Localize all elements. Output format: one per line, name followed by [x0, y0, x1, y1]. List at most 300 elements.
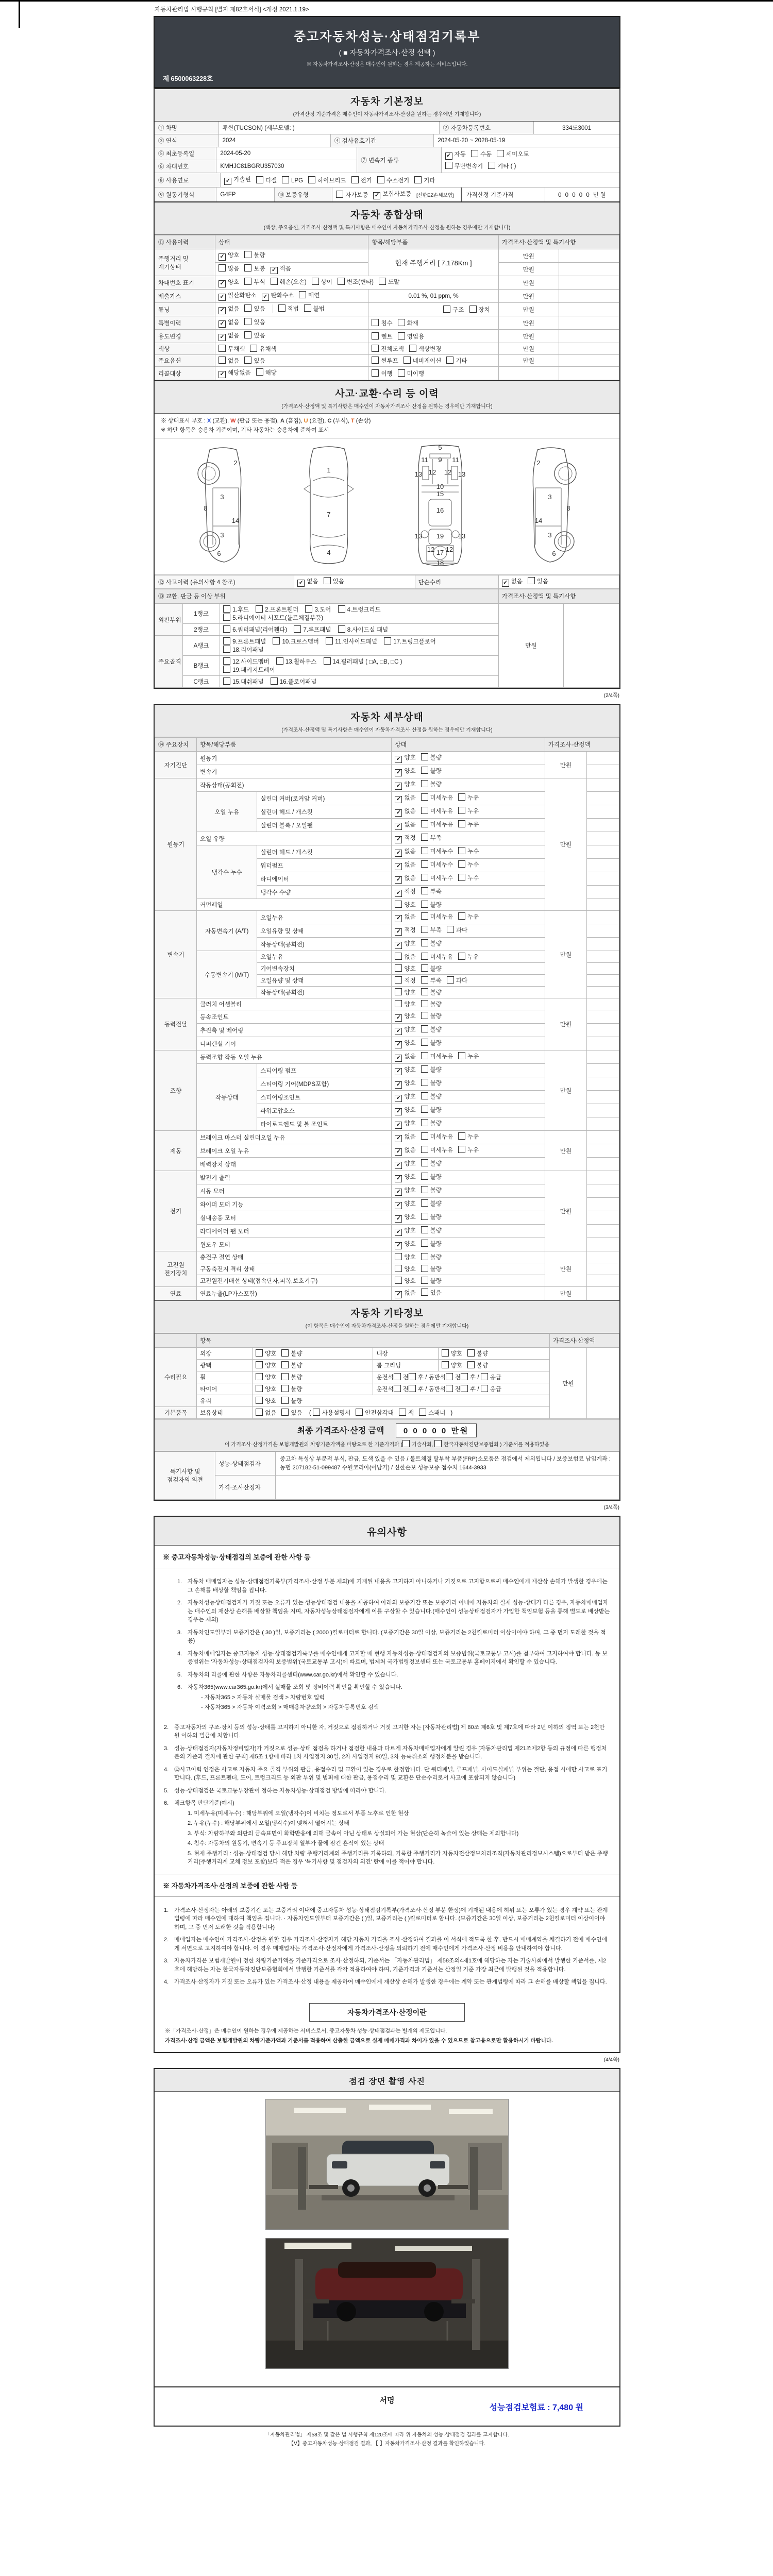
checkbox[interactable]: ✓	[395, 1242, 402, 1249]
cautions-groupC	[155, 1897, 619, 1994]
option: ✓ 적정	[395, 889, 415, 895]
checkbox[interactable]	[324, 577, 331, 584]
checkbox[interactable]: ✓	[395, 1162, 402, 1169]
option: 불량	[281, 1398, 302, 1404]
checkbox[interactable]	[377, 176, 384, 183]
checkbox[interactable]: ✓	[395, 928, 402, 936]
checkbox[interactable]	[326, 637, 333, 645]
checkbox[interactable]	[256, 1349, 263, 1357]
caution-item: 5. 자동차의 리콜에 관한 사항은 자동차리콜센터(www.car.go.kr)에서 확인할 수 있습니다.	[177, 1671, 398, 1678]
document-title: 중고자동차성능·상태점검기록부	[293, 30, 481, 44]
option: 없음	[256, 1410, 276, 1416]
option: 불량	[421, 768, 442, 774]
checkbox[interactable]: ✓	[395, 1291, 402, 1298]
checkbox[interactable]	[409, 1373, 416, 1380]
checkbox[interactable]	[421, 753, 428, 760]
checkbox[interactable]	[219, 357, 226, 364]
checkbox[interactable]	[409, 1385, 416, 1392]
caution-subitem: 5. 현재 주행거리 : 성능·상태점검 당시 해당 차량 주행거리계의 주행거리를 기록하되, 기록한 주행거리가 자동차전산정보처리조직(자동차관리정보시스템)으로부터 받은 주행거리(주행거리계 교체 정보 포함)보다 적은 경우 '특기사항 및 점검자의 의견' 란에 이를 적어야 합니다.	[188, 1850, 608, 1866]
checkbox[interactable]	[372, 332, 379, 340]
checkbox[interactable]	[395, 988, 402, 995]
checkbox[interactable]	[421, 1106, 428, 1113]
checkbox[interactable]	[481, 1373, 488, 1380]
option: 전체도색	[372, 346, 404, 352]
checkbox[interactable]: ✓	[395, 876, 402, 884]
checkbox[interactable]	[421, 901, 428, 908]
checkbox[interactable]	[308, 176, 315, 183]
checkbox[interactable]: ✓	[219, 334, 226, 341]
checkbox[interactable]: ✓	[395, 1081, 402, 1089]
page-marker-2: (2/4쪽)	[603, 693, 619, 699]
checkbox[interactable]: ✓	[219, 294, 226, 301]
panel-number: 10	[436, 483, 444, 491]
checkbox[interactable]	[281, 1397, 289, 1404]
checkbox[interactable]: ✓	[395, 756, 402, 763]
checkbox[interactable]	[281, 1409, 289, 1416]
checkbox[interactable]	[304, 304, 311, 312]
checkbox[interactable]: ✓	[395, 769, 402, 776]
caution-item: 4. 가격조사·산정자가 거짓 또는 오류가 있는 가격조사·산정 내용을 제공하여 매수인에게 재산상 손해가 발생한 경우에는 계약 또는 관계법령에 따라 그 손해를 배상할 책임을 집니다.	[164, 1979, 607, 1986]
checkbox[interactable]	[442, 1361, 449, 1368]
option: ✓ 가솔린	[224, 175, 250, 185]
cautions-headA: ※ 중고자동차성능·상태점검의 보증에 관한 사항 등	[155, 1546, 619, 1568]
checkbox[interactable]	[458, 860, 465, 868]
checkbox[interactable]: ✓	[445, 152, 452, 160]
option: 있음	[324, 579, 344, 585]
option: ✓ 없음	[219, 319, 239, 326]
checkbox[interactable]	[421, 1213, 428, 1220]
option: 누수	[458, 875, 479, 882]
checkbox[interactable]	[398, 332, 405, 340]
checkbox[interactable]: ✓	[395, 1028, 402, 1035]
checkbox[interactable]: ✓	[373, 192, 380, 199]
checkbox[interactable]	[281, 1373, 289, 1380]
option: 불량	[421, 1040, 442, 1046]
checkbox[interactable]	[223, 677, 230, 685]
option: 미세누유	[421, 914, 453, 920]
checkbox[interactable]	[421, 939, 428, 946]
checkbox[interactable]	[421, 1052, 428, 1059]
checkbox[interactable]	[372, 357, 379, 364]
option: 세미오토	[497, 151, 529, 158]
checkbox[interactable]: ✓	[395, 1014, 402, 1022]
checkbox[interactable]: ✓	[219, 253, 226, 261]
photos-header	[155, 2069, 619, 2092]
checkbox[interactable]	[461, 1373, 468, 1380]
option: ✓ 없음	[395, 795, 415, 801]
checkbox[interactable]: ✓	[395, 850, 402, 857]
checkbox[interactable]	[421, 1159, 428, 1166]
basic-info-title: 자동차 기본정보	[350, 96, 424, 107]
option: ✓ 양호	[395, 755, 415, 761]
overall-note: (색상, 주요옵션, 가격조사·산정액 및 특기사항은 매수인이 자동차가격조사·산정을 원하는 경우에만 기재합니다)	[263, 225, 511, 231]
checkbox[interactable]	[458, 847, 465, 854]
checkbox[interactable]	[313, 1409, 320, 1416]
checkbox[interactable]: ✓	[395, 1055, 402, 1062]
checkbox[interactable]	[338, 278, 345, 285]
checkbox[interactable]	[395, 1277, 402, 1284]
checkbox[interactable]	[244, 278, 251, 285]
checkbox[interactable]	[324, 657, 331, 665]
checkbox[interactable]	[421, 793, 428, 801]
checkbox[interactable]	[384, 637, 391, 645]
option: 불량	[281, 1375, 302, 1381]
checkbox[interactable]	[256, 1397, 263, 1404]
checkbox[interactable]	[395, 1265, 402, 1272]
option: 누유	[458, 808, 479, 815]
option: 누유	[458, 1147, 479, 1154]
checkbox[interactable]	[458, 912, 465, 920]
checkbox[interactable]	[281, 1385, 289, 1392]
checkbox[interactable]	[372, 345, 379, 352]
panel-number: 13	[458, 532, 465, 540]
panel-number: 13	[458, 470, 465, 479]
option: ✓ 양호	[219, 279, 239, 285]
checkbox[interactable]	[312, 278, 319, 285]
option: 누유	[458, 954, 479, 960]
option: 기타	[414, 176, 435, 184]
checkbox[interactable]	[338, 625, 345, 633]
panel-number: 3	[220, 493, 224, 501]
checkbox[interactable]	[421, 1146, 428, 1153]
checkbox[interactable]	[421, 1065, 428, 1073]
checkbox[interactable]	[421, 1226, 428, 1233]
panel-number: 14	[535, 517, 543, 525]
panel-number: 4	[327, 549, 331, 557]
option: ✓ 보험사보증	[373, 190, 411, 199]
checkbox[interactable]	[421, 887, 428, 894]
checkbox[interactable]	[398, 369, 405, 377]
checkbox[interactable]: ✓	[502, 580, 509, 587]
panel-number: 13	[414, 470, 422, 479]
checkbox[interactable]	[442, 1349, 449, 1357]
checkbox[interactable]	[421, 1039, 428, 1046]
checkbox[interactable]	[372, 369, 379, 377]
option: 변조(변타)	[338, 279, 374, 285]
checkbox[interactable]: ✓	[395, 809, 402, 817]
checkbox[interactable]	[467, 1349, 475, 1357]
checkbox[interactable]	[421, 912, 428, 920]
option: 누유	[458, 822, 479, 828]
checkbox[interactable]	[421, 976, 428, 984]
checkbox[interactable]	[244, 357, 251, 364]
checkbox[interactable]	[276, 657, 283, 665]
option: 불량	[421, 902, 442, 908]
option: 매연	[299, 293, 320, 299]
panel-number: 5	[438, 444, 442, 452]
option: 디젤	[256, 176, 277, 184]
checkbox[interactable]	[250, 345, 257, 352]
checkbox[interactable]	[223, 605, 230, 613]
checkbox[interactable]	[256, 605, 263, 613]
checkbox[interactable]	[461, 1385, 468, 1392]
checkbox[interactable]	[447, 926, 454, 933]
checkbox[interactable]	[421, 1119, 428, 1126]
checkbox[interactable]	[421, 1277, 428, 1284]
checkbox[interactable]	[481, 1385, 488, 1392]
checkbox[interactable]	[336, 191, 343, 198]
checkbox[interactable]	[394, 1373, 401, 1380]
option: 색상변경	[409, 346, 441, 352]
checkbox[interactable]	[223, 657, 230, 665]
panel-number: 6	[552, 550, 556, 558]
checkbox[interactable]	[294, 625, 301, 633]
checkbox[interactable]	[244, 304, 251, 312]
checkbox[interactable]	[421, 1289, 428, 1296]
checkbox[interactable]	[404, 357, 411, 364]
checkbox[interactable]	[394, 1385, 401, 1392]
checkbox[interactable]	[421, 964, 428, 972]
checkbox[interactable]: ✓	[395, 942, 402, 949]
checkbox[interactable]	[443, 306, 450, 313]
checkbox[interactable]	[446, 1373, 453, 1380]
checkbox[interactable]	[421, 1240, 428, 1247]
checkbox[interactable]	[434, 1440, 442, 1447]
checkbox[interactable]	[421, 1173, 428, 1180]
checkbox[interactable]: ✓	[271, 267, 278, 274]
checkbox[interactable]	[458, 1132, 465, 1140]
checkbox[interactable]	[421, 988, 428, 995]
checkbox[interactable]	[271, 278, 278, 285]
checkbox[interactable]	[528, 577, 535, 584]
checkbox[interactable]	[223, 666, 230, 673]
final-price-label: 최종 가격조사·산정 금액	[297, 1427, 384, 1436]
checkbox[interactable]	[395, 901, 402, 908]
cautions-groupA	[168, 1568, 619, 1719]
checkbox[interactable]	[244, 331, 251, 338]
checkbox[interactable]: ✓	[395, 783, 402, 790]
checkbox[interactable]	[467, 1361, 475, 1368]
checkbox[interactable]	[244, 318, 251, 325]
checkbox[interactable]	[421, 1092, 428, 1099]
checkbox[interactable]	[458, 793, 465, 801]
checkbox[interactable]: ✓	[395, 1202, 402, 1209]
section-cautions	[154, 1516, 620, 2053]
checkbox[interactable]	[244, 264, 251, 272]
signature-box[interactable]	[154, 2386, 620, 2427]
checkbox[interactable]: ✓	[395, 1189, 402, 1196]
checkbox[interactable]	[402, 1440, 410, 1447]
option: 양호	[395, 990, 415, 996]
checkbox[interactable]: ✓	[395, 863, 402, 870]
checkbox[interactable]	[446, 1385, 453, 1392]
option: 없음	[219, 358, 239, 364]
panel-number: 19	[436, 532, 444, 540]
option: 누수	[458, 862, 479, 868]
section-overall-state	[154, 201, 620, 381]
checkbox[interactable]	[421, 926, 428, 933]
checkbox[interactable]	[421, 860, 428, 868]
legend-symbol: A	[280, 418, 284, 424]
overall-title: 자동차 종합상태	[350, 210, 424, 221]
panel-option: 4.트렁크리드	[338, 607, 381, 613]
checkbox[interactable]: ✓	[395, 796, 402, 803]
checkbox[interactable]	[281, 1349, 289, 1357]
checkbox[interactable]	[447, 976, 454, 984]
checkbox[interactable]	[421, 834, 428, 841]
checkbox[interactable]	[395, 1253, 402, 1260]
checkbox[interactable]	[256, 1373, 263, 1380]
checkbox[interactable]: ✓	[395, 890, 402, 897]
checkbox[interactable]	[458, 1052, 465, 1059]
checkbox[interactable]	[419, 1409, 426, 1416]
checkbox[interactable]	[395, 964, 402, 972]
checkbox[interactable]	[338, 605, 345, 613]
checkbox[interactable]	[421, 847, 428, 854]
checkbox[interactable]	[299, 291, 306, 298]
panel-option: 12.사이드멤버	[223, 659, 270, 665]
checkbox[interactable]	[421, 807, 428, 814]
checkbox[interactable]	[471, 150, 478, 157]
checkbox[interactable]	[395, 976, 402, 984]
checkbox[interactable]: ✓	[395, 1095, 402, 1102]
checkbox[interactable]: ✓	[395, 823, 402, 830]
option: 양호	[256, 1351, 276, 1357]
checkbox[interactable]	[421, 953, 428, 960]
checkbox[interactable]	[458, 807, 465, 814]
panel-number: 8	[566, 504, 570, 513]
checkbox[interactable]: ✓	[395, 915, 402, 922]
checkbox[interactable]	[458, 820, 465, 827]
option: ✓ 양호	[395, 1107, 415, 1113]
etc-note: (이 항목은 매수인이 자동차가격조사·산정을 원하는 경우에만 기재합니다)	[305, 1324, 469, 1330]
option: 보통	[244, 266, 265, 272]
checkbox[interactable]	[458, 1146, 465, 1153]
option: 무채색	[219, 346, 245, 352]
caution-item: 2. 매매업자는 매수인이 가격조사·산정을 원할 경우 가격조사·산정자가 해당 자동차 가격을 조사·산정하여 결과를 이 서식에 적도록 한 후, 반드시 매매계약을 체결하기 전에 매수인에게 서면으로 고지하여야 합니다. 이 경우 매매업자는 가격조사·산정자에게 가격조사·산정을 의뢰하기 전에 매수인에게 가격조사·산정 비용을 안내하여야 합니다.	[164, 1937, 608, 1952]
checkbox[interactable]	[488, 162, 495, 169]
checkbox[interactable]	[281, 1361, 289, 1368]
caution-item: 1. 자동차 매매업자는 성능·상태점검기록부(가격조사·산정 부분 제외)에 기재된 내용을 고지하지 아니하거나 거짓으로 고지함으로써 매수인에게 재산상 손해가 발생한 경우에는 그 손해를 배상할 책임을 집니다.	[177, 1579, 608, 1594]
checkbox[interactable]	[244, 251, 251, 258]
option: 양호	[395, 1002, 415, 1008]
checkbox[interactable]	[282, 176, 289, 183]
panel-number: 3	[548, 531, 552, 539]
caution-subitem: 3. 부식: 차량하부와 외판의 금속표면이 화학반응에 의해 금속이 아닌 상태로 상실되어 가는 현상(단순히 녹슬어 있는 상태는 제외합니다)	[188, 1830, 519, 1837]
panel-number: 1	[327, 466, 331, 474]
option: ✓ 없음	[395, 849, 415, 855]
checkbox[interactable]	[421, 1265, 428, 1272]
checkbox[interactable]	[421, 1000, 428, 1007]
option: 누유	[458, 795, 479, 801]
checkbox[interactable]	[458, 953, 465, 960]
checkbox[interactable]	[399, 1409, 406, 1416]
checkbox[interactable]: ✓	[219, 371, 226, 378]
checkbox[interactable]	[421, 1186, 428, 1193]
panel-number: 6	[217, 550, 221, 558]
checkbox[interactable]	[223, 637, 230, 645]
option: ✓ 양호	[395, 1201, 415, 1207]
option: 누유	[458, 1054, 479, 1060]
checkbox[interactable]	[421, 1253, 428, 1260]
checkbox[interactable]: ✓	[395, 1135, 402, 1142]
option: 불량	[421, 1255, 442, 1261]
checkbox[interactable]	[421, 780, 428, 787]
checkbox[interactable]	[421, 1025, 428, 1032]
checkbox[interactable]	[256, 1409, 263, 1416]
checkbox[interactable]: ✓	[395, 1215, 402, 1223]
panel-number: 11	[421, 456, 428, 464]
option: 이행	[372, 371, 392, 377]
checkbox[interactable]: ✓	[395, 1122, 402, 1129]
checkbox[interactable]	[421, 874, 428, 881]
accident-title: 사고·교환·수리 등 이력	[335, 388, 439, 399]
option: 양호	[256, 1398, 276, 1404]
checkbox[interactable]	[421, 1012, 428, 1019]
checkbox[interactable]: ✓	[395, 1229, 402, 1236]
checkbox[interactable]	[219, 264, 226, 272]
checkbox[interactable]	[273, 637, 280, 645]
checkbox[interactable]	[409, 345, 416, 352]
checkbox[interactable]: ✓	[395, 1108, 402, 1115]
checkbox[interactable]	[223, 614, 230, 621]
checkbox[interactable]	[351, 176, 359, 183]
checkbox[interactable]: ✓	[224, 178, 231, 185]
checkbox[interactable]	[395, 953, 402, 960]
panel-option: 17.트렁크플로어	[384, 639, 436, 645]
checkbox[interactable]	[278, 304, 285, 312]
checkbox[interactable]: ✓	[395, 1175, 402, 1182]
panel-number: 18	[436, 559, 444, 567]
checkbox[interactable]	[256, 1361, 263, 1368]
panel-number: 12	[444, 468, 451, 477]
checkbox[interactable]	[445, 162, 452, 169]
panel-option: 14.필러패널 ( □A, □B, □C )	[324, 659, 402, 665]
checkbox[interactable]	[256, 176, 263, 183]
checkbox[interactable]	[421, 820, 428, 827]
checkbox[interactable]	[421, 1199, 428, 1207]
checkbox[interactable]: ✓	[297, 580, 305, 587]
final-price-note: 이 가격조사·산정가격은 보험개발원의 차량기준가액을 바탕으로 한 기준가격과 ( 기술사회, 한국자동차진단보증협회 ) 기준서를 적용하였음	[155, 1440, 619, 1448]
checkbox[interactable]: ✓	[219, 320, 226, 328]
checkbox[interactable]	[372, 319, 379, 326]
caution-subitem: 4. 침수: 자동차의 원동기, 변속기 등 주요장치 일부가 물에 잠긴 흔적이 있는 상태	[188, 1840, 384, 1847]
page-marker-4: (4/4쪽)	[603, 2057, 619, 2063]
checkbox[interactable]	[458, 874, 465, 881]
checkbox[interactable]	[379, 278, 386, 285]
checkbox[interactable]	[421, 767, 428, 774]
checkbox[interactable]: ✓	[395, 1041, 402, 1048]
option: 불량	[421, 1027, 442, 1033]
checkbox[interactable]	[256, 368, 263, 376]
checkbox[interactable]	[398, 319, 405, 326]
checkbox[interactable]: ✓	[262, 294, 269, 301]
checkbox[interactable]	[256, 1385, 263, 1392]
checkbox[interactable]	[305, 605, 312, 613]
checkbox[interactable]	[421, 1079, 428, 1086]
checkbox[interactable]: ✓	[395, 1068, 402, 1075]
checkbox[interactable]: ✓	[395, 1148, 402, 1156]
option: 불량	[421, 1201, 442, 1207]
option: ✓ 없음	[219, 333, 239, 339]
checkbox[interactable]	[421, 1132, 428, 1140]
checkbox[interactable]	[469, 306, 477, 313]
option: 불량	[281, 1351, 302, 1357]
checkbox[interactable]: ✓	[219, 280, 226, 287]
option: 있음	[244, 333, 265, 339]
checkbox[interactable]	[219, 345, 226, 352]
checkbox[interactable]	[356, 1409, 363, 1416]
checkbox[interactable]	[446, 357, 453, 364]
checkbox[interactable]	[223, 646, 230, 653]
checkbox[interactable]: ✓	[219, 307, 226, 314]
checkbox[interactable]	[395, 1000, 402, 1007]
checkbox[interactable]	[497, 150, 504, 157]
checkbox[interactable]	[223, 625, 230, 633]
checkbox[interactable]	[271, 677, 278, 685]
checkbox[interactable]: ✓	[395, 836, 402, 843]
checkbox[interactable]	[414, 176, 422, 183]
